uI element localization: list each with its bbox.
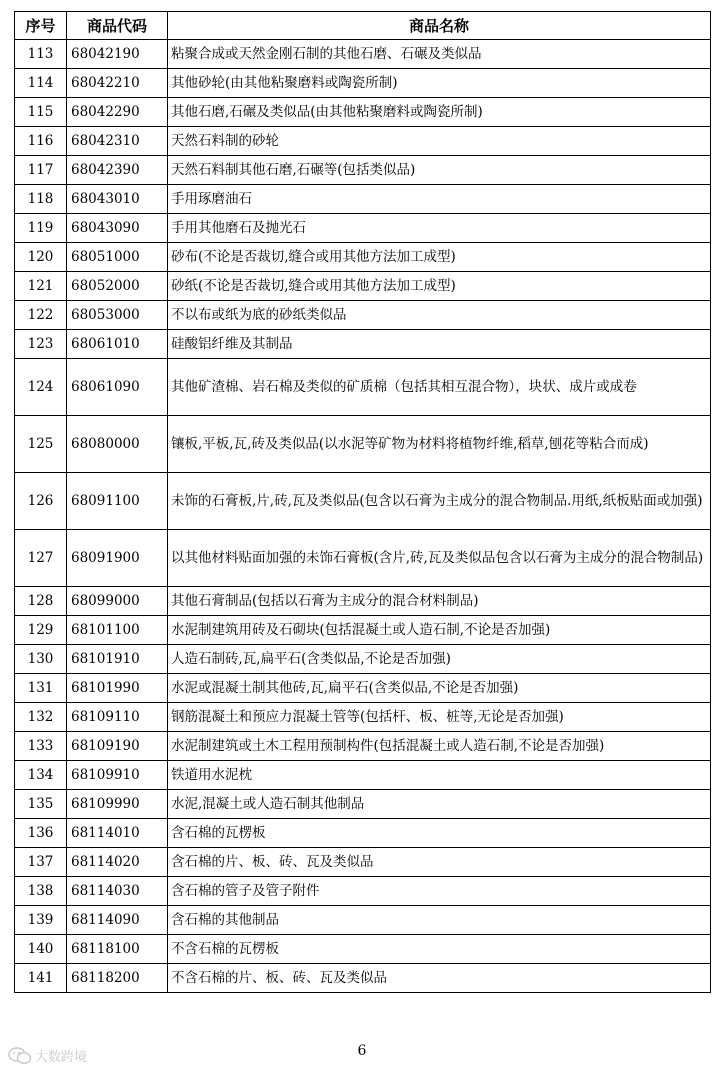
product-code-cell: 68052000 — [67, 272, 168, 301]
product-name-cell: 砂纸(不论是否裁切,缝合或用其他方法加工成型) — [168, 272, 711, 301]
serial-no-cell: 113 — [15, 40, 67, 69]
table-row — [15, 98, 711, 127]
table-row — [15, 243, 711, 272]
table-row — [15, 587, 711, 616]
page-number: 6 — [357, 1043, 367, 1059]
serial-no-cell: 117 — [15, 156, 67, 185]
product-name-cell: 手用其他磨石及抛光石 — [168, 214, 711, 243]
serial-no-cell: 115 — [15, 98, 67, 127]
serial-no-cell: 129 — [15, 616, 67, 645]
serial-no-cell: 128 — [15, 587, 67, 616]
product-code-cell: 68061090 — [67, 359, 168, 416]
product-code-cell: 68042190 — [67, 40, 168, 69]
serial-no-cell: 139 — [15, 906, 67, 935]
product-name-cell: 不以布或纸为底的砂纸类似品 — [168, 301, 711, 330]
product-code-cell: 68118100 — [67, 935, 168, 964]
product-name-cell: 含石棉的管子及管子附件 — [168, 877, 711, 906]
serial-no-cell: 135 — [15, 790, 67, 819]
table-row — [15, 127, 711, 156]
product-code-cell: 68091900 — [67, 530, 168, 587]
serial-no-cell: 140 — [15, 935, 67, 964]
product-code-cell: 68099000 — [67, 587, 168, 616]
table-row — [15, 819, 711, 848]
header-product-name: 商品名称 — [168, 12, 711, 40]
product-name-cell: 砂布(不论是否裁切,缝合或用其他方法加工成型) — [168, 243, 711, 272]
product-code-cell: 68118200 — [67, 964, 168, 993]
product-code-cell: 68061010 — [67, 330, 168, 359]
product-code-cell: 68114090 — [67, 906, 168, 935]
product-name-cell: 铁道用水泥枕 — [168, 761, 711, 790]
product-code-cell: 68043010 — [67, 185, 168, 214]
table-row — [15, 185, 711, 214]
table-row — [15, 877, 711, 906]
product-code-cell: 68053000 — [67, 301, 168, 330]
serial-no-cell: 133 — [15, 732, 67, 761]
serial-no-cell: 132 — [15, 703, 67, 732]
table-row — [15, 156, 711, 185]
serial-no-cell: 120 — [15, 243, 67, 272]
product-name-cell: 镶板,平板,瓦,砖及类似品(以水泥等矿物为材料将植物纤维,稻草,刨花等粘合而成) — [168, 416, 711, 473]
product-name-cell: 水泥或混凝土制其他砖,瓦,扁平石(含类似品,不论是否加强) — [168, 674, 711, 703]
product-code-cell: 68114020 — [67, 848, 168, 877]
product-code-cell: 68042390 — [67, 156, 168, 185]
table-row — [15, 530, 711, 587]
table-row — [15, 674, 711, 703]
product-name-cell: 不含石棉的片、板、砖、瓦及类似品 — [168, 964, 711, 993]
product-name-cell: 含石棉的瓦楞板 — [168, 819, 711, 848]
product-code-cell: 68042310 — [67, 127, 168, 156]
table-row — [15, 935, 711, 964]
table-row — [15, 964, 711, 993]
table-row — [15, 69, 711, 98]
serial-no-cell: 118 — [15, 185, 67, 214]
product-code-cell: 68114010 — [67, 819, 168, 848]
serial-no-cell: 114 — [15, 69, 67, 98]
product-name-cell: 钢筋混凝土和预应力混凝土管等(包括杆、板、桩等,无论是否加强) — [168, 703, 711, 732]
product-name-cell: 水泥制建筑用砖及石砌块(包括混凝土或人造石制,不论是否加强) — [168, 616, 711, 645]
serial-no-cell: 136 — [15, 819, 67, 848]
serial-no-cell: 141 — [15, 964, 67, 993]
table-body — [15, 40, 711, 993]
watermark-text: 大数跨境 — [35, 1050, 88, 1065]
product-code-cell: 68091100 — [67, 473, 168, 530]
serial-no-cell: 126 — [15, 473, 67, 530]
product-code-cell: 68042210 — [67, 69, 168, 98]
table-row — [15, 40, 711, 69]
product-code-cell: 68101100 — [67, 616, 168, 645]
table-row — [15, 359, 711, 416]
serial-no-cell: 121 — [15, 272, 67, 301]
table-row — [15, 616, 711, 645]
product-code-cell: 68101910 — [67, 645, 168, 674]
table-row — [15, 272, 711, 301]
serial-no-cell: 130 — [15, 645, 67, 674]
product-code-cell: 68109190 — [67, 732, 168, 761]
serial-no-cell: 119 — [15, 214, 67, 243]
product-code-cell: 68051000 — [67, 243, 168, 272]
product-name-cell: 人造石制砖,瓦,扁平石(含类似品,不论是否加强) — [168, 645, 711, 674]
table-row — [15, 416, 711, 473]
product-name-cell: 水泥,混凝土或人造石制其他制品 — [168, 790, 711, 819]
wechat-logo-icon — [8, 1047, 32, 1065]
product-name-cell: 其他矿渣棉、岩石棉及类似的矿质棉（包括其相互混合物），块状、成片或成卷 — [168, 359, 711, 416]
header-product-code: 商品代码 — [67, 12, 168, 40]
table-row — [15, 732, 711, 761]
product-name-cell: 未饰的石膏板,片,砖,瓦及类似品(包含以石膏为主成分的混合物制品.用纸,纸板贴面或加强) — [168, 473, 711, 530]
watermark — [8, 1046, 87, 1065]
product-name-cell: 天然石料制其他石磨,石碾等(包括类似品) — [168, 156, 711, 185]
product-code-cell: 68114030 — [67, 877, 168, 906]
table-row — [15, 645, 711, 674]
table-row — [15, 330, 711, 359]
product-name-cell: 水泥制建筑或土木工程用预制构件(包括混凝土或人造石制,不论是否加强) — [168, 732, 711, 761]
product-name-cell: 手用琢磨油石 — [168, 185, 711, 214]
table-row — [15, 848, 711, 877]
table-row — [15, 301, 711, 330]
product-code-cell: 68042290 — [67, 98, 168, 127]
product-code-cell: 68043090 — [67, 214, 168, 243]
product-name-cell: 其他砂轮(由其他粘聚磨料或陶瓷所制) — [168, 69, 711, 98]
serial-no-cell: 131 — [15, 674, 67, 703]
product-code-cell: 68080000 — [67, 416, 168, 473]
table-row — [15, 703, 711, 732]
product-name-cell: 粘聚合成或天然金刚石制的其他石磨、石碾及类似品 — [168, 40, 711, 69]
product-name-cell: 不含石棉的瓦楞板 — [168, 935, 711, 964]
serial-no-cell: 116 — [15, 127, 67, 156]
product-code-cell: 68109110 — [67, 703, 168, 732]
table-header-row — [15, 12, 711, 40]
product-name-cell: 硅酸铝纤维及其制品 — [168, 330, 711, 359]
serial-no-cell: 134 — [15, 761, 67, 790]
serial-no-cell: 124 — [15, 359, 67, 416]
product-name-cell: 天然石料制的砂轮 — [168, 127, 711, 156]
product-table — [14, 11, 711, 993]
product-name-cell: 含石棉的其他制品 — [168, 906, 711, 935]
product-code-cell: 68109990 — [67, 790, 168, 819]
product-name-cell: 以其他材料贴面加强的未饰石膏板(含片,砖,瓦及类似品包含以石膏为主成分的混合物制品) — [168, 530, 711, 587]
product-code-cell: 68101990 — [67, 674, 168, 703]
product-name-cell: 含石棉的片、板、砖、瓦及类似品 — [168, 848, 711, 877]
product-name-cell: 其他石膏制品(包括以石膏为主成分的混合材料制品) — [168, 587, 711, 616]
table-row — [15, 761, 711, 790]
table-row — [15, 214, 711, 243]
serial-no-cell: 125 — [15, 416, 67, 473]
serial-no-cell: 137 — [15, 848, 67, 877]
product-code-cell: 68109910 — [67, 761, 168, 790]
table-row — [15, 906, 711, 935]
serial-no-cell: 123 — [15, 330, 67, 359]
serial-no-cell: 127 — [15, 530, 67, 587]
header-serial-no: 序号 — [15, 12, 67, 40]
table-row — [15, 473, 711, 530]
serial-no-cell: 122 — [15, 301, 67, 330]
product-name-cell: 其他石磨,石碾及类似品(由其他粘聚磨料或陶瓷所制) — [168, 98, 711, 127]
table-row — [15, 790, 711, 819]
serial-no-cell: 138 — [15, 877, 67, 906]
